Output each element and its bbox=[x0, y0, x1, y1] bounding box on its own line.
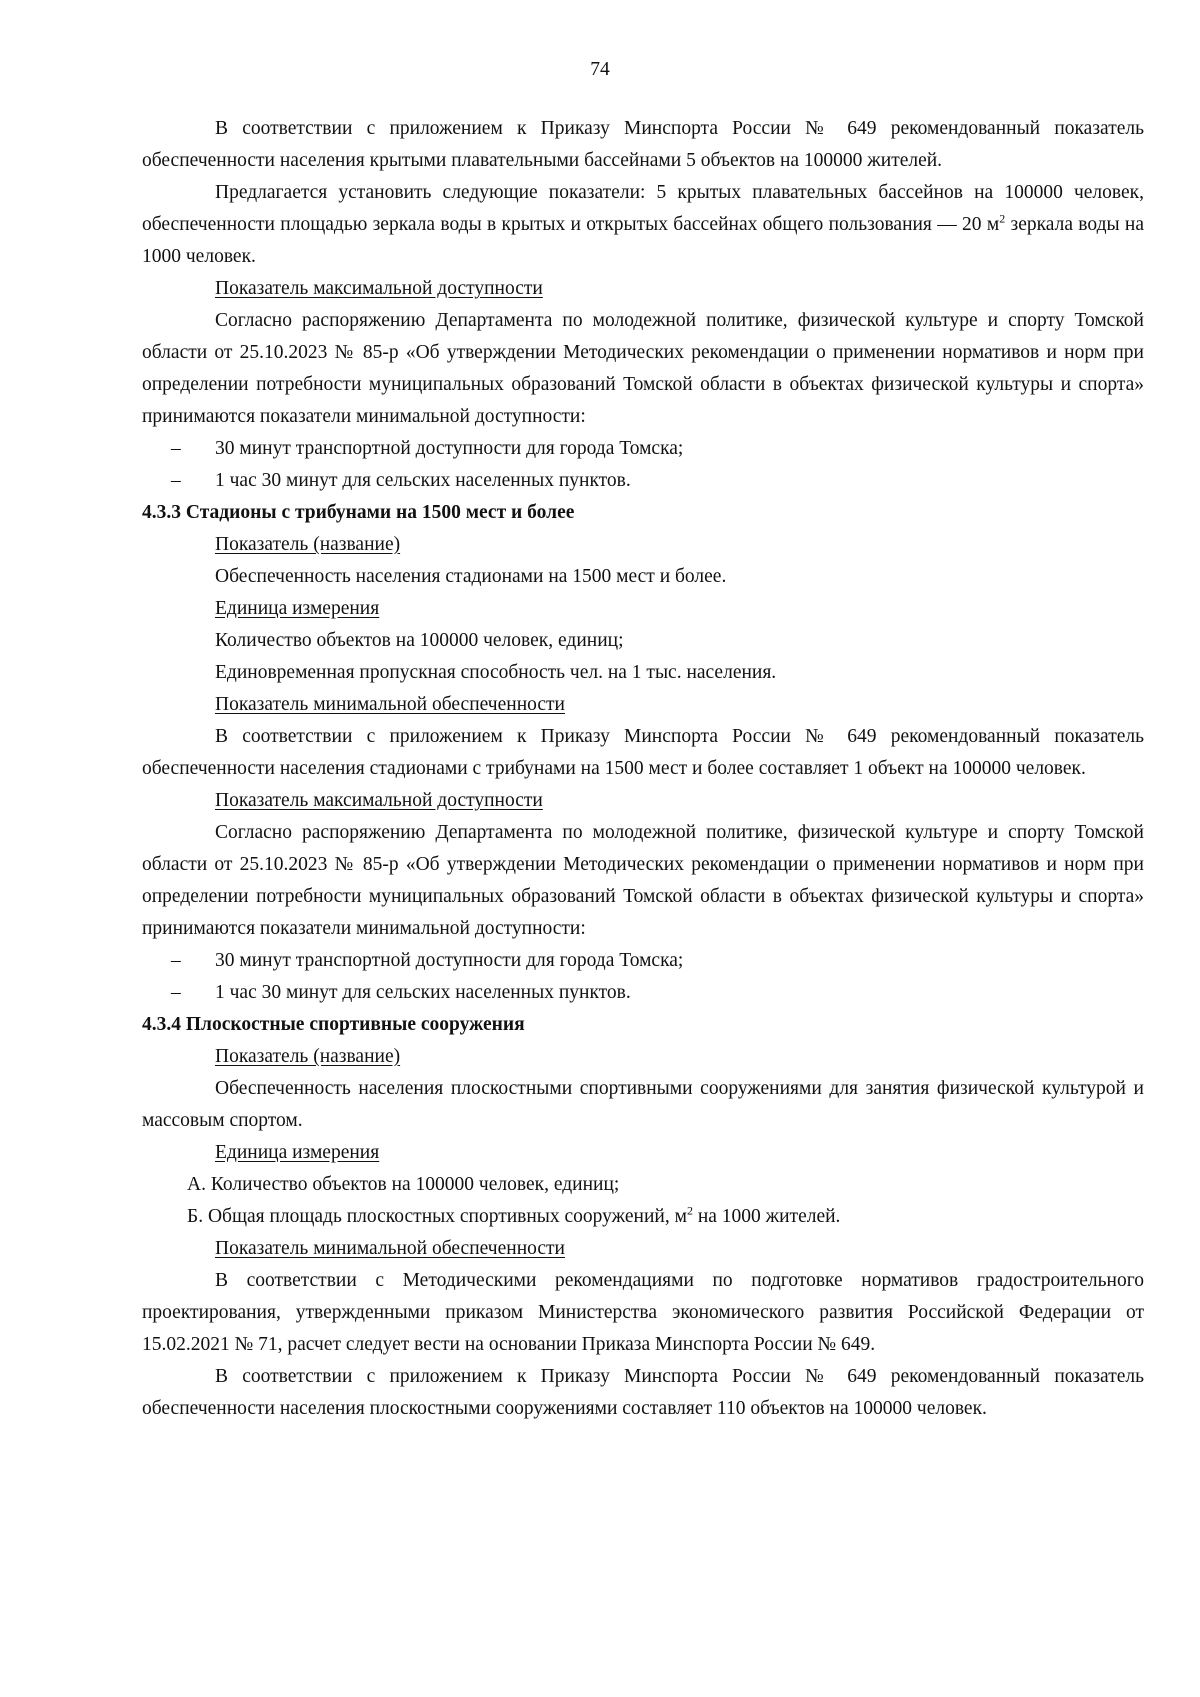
dash-bullet: – bbox=[171, 438, 181, 459]
paragraph-department-order: Согласно распоряжению Департамента по молодежной политике, физической культуре и спорту Томской области от 25.10.2023 № 85-р «Об утверждении Методических рекомендации о применении нормативов и норм при определении потребности муниципальных образований Томской области в объектах физической культуры и спорта» принимаются показатели минимальной доступности: bbox=[142, 822, 1144, 939]
subheading-min-provision: Показатель минимальной обеспеченности bbox=[215, 1238, 565, 1259]
paragraph-department-order: Согласно распоряжению Департамента по молодежной политике, физической культуре и спорту Томской области от 25.10.2023 № 85-р «Об утверждении Методических рекомендации о применении нормативов и норм при определении потребности муниципальных образований Томской области в объектах физической культуры и спорта» принимаются показатели минимальной доступности: bbox=[142, 310, 1144, 427]
subheading-indicator-name: Показатель (название) bbox=[215, 534, 401, 555]
paragraph-flat-facilities-provision: Обеспеченность населения плоскостными спортивными сооружениями для занятия физической культурой и массовым спортом. bbox=[142, 1078, 1144, 1131]
list-item-text: 1 час 30 минут для сельских населенных пунктов. bbox=[215, 982, 631, 1003]
page-number: 74 bbox=[590, 59, 610, 80]
document-body bbox=[142, 113, 1144, 1425]
list-item bbox=[142, 945, 1144, 977]
list-item bbox=[142, 433, 1144, 465]
list-item-b bbox=[142, 1201, 1144, 1233]
subheading-min-provision: Показатель минимальной обеспеченности bbox=[215, 694, 565, 715]
paragraph-text: зеркала воды на 1000 человек. bbox=[142, 214, 1144, 267]
paragraph-stadium-recommendation: В соответствии с приложением к Приказу Минспорта России № 649 рекомендованный показатель обеспеченности населения стадионами с трибунами на 1500 мест и более составляет 1 объект на 100000 человек. bbox=[142, 726, 1144, 779]
subheading-unit: Единица измерения bbox=[215, 1142, 380, 1163]
paragraph-text: Предлагается установить следующие показатели: 5 крытых плавательных бассейнов на 100000 человек, обеспеченности площадью зеркала воды в крытых и открытых бассейнах общего пользования — 20 м bbox=[142, 182, 1144, 235]
subheading-unit: Единица измерения bbox=[215, 598, 380, 619]
subheading-indicator-name: Показатель (название) bbox=[215, 1046, 401, 1067]
section-heading-4-3-4: 4.3.4 Плоскостные спортивные сооружения bbox=[142, 1014, 525, 1035]
list-item-text: 1 час 30 минут для сельских населенных пунктов. bbox=[215, 470, 631, 491]
list-item-text: 30 минут транспортной доступности для города Томска; bbox=[215, 438, 684, 459]
paragraph-flat-facilities-recommendation: В соответствии с приложением к Приказу Минспорта России № 649 рекомендованный показатель обеспеченности населения плоскостными сооружениями составляет 110 объектов на 100000 человек. bbox=[142, 1366, 1144, 1419]
paragraph-unit-count: Количество объектов на 100000 человек, единиц; bbox=[215, 630, 624, 651]
superscript: 2 bbox=[686, 1203, 693, 1218]
dash-bullet: – bbox=[171, 950, 181, 971]
paragraph-methodical-recommendations: В соответствии с Методическими рекомендациями по подготовке нормативов градостроительного проектирования, утвержденными приказом Министерства экономического развития Российской Федерации от 15.02.2021 № 71, расчет следует вести на основании Приказа Минспорта России № 649. bbox=[142, 1270, 1144, 1355]
paragraph-proposed-indicators bbox=[142, 177, 1144, 273]
subheading-max-accessibility: Показатель максимальной доступности bbox=[215, 790, 543, 811]
list-item bbox=[142, 465, 1144, 497]
list-item-text: на 1000 жителей. bbox=[692, 1206, 841, 1227]
paragraph-unit-throughput: Единовременная пропускная способность чел. на 1 тыс. населения. bbox=[215, 662, 777, 683]
subheading-max-accessibility: Показатель максимальной доступности bbox=[215, 278, 543, 299]
list-item-text: 30 минут транспортной доступности для города Томска; bbox=[215, 950, 684, 971]
section-heading-4-3-3: 4.3.3 Стадионы с трибунами на 1500 мест и более bbox=[142, 502, 575, 523]
list-item bbox=[142, 977, 1144, 1009]
dash-bullet: – bbox=[171, 982, 181, 1003]
dash-bullet: – bbox=[171, 470, 181, 491]
list-item-text: Б. Общая площадь плоскостных спортивных сооружений, м bbox=[187, 1206, 687, 1227]
list-item-a: А. Количество объектов на 100000 человек, единиц; bbox=[187, 1174, 620, 1195]
paragraph-pool-recommendation: В соответствии с приложением к Приказу Минспорта России № 649 рекомендованный показатель обеспеченности населения крытыми плавательными бассейнами 5 объектов на 100000 жителей. bbox=[142, 118, 1144, 171]
paragraph-stadium-provision: Обеспеченность населения стадионами на 1500 мест и более. bbox=[215, 566, 727, 587]
superscript: 2 bbox=[999, 211, 1006, 226]
